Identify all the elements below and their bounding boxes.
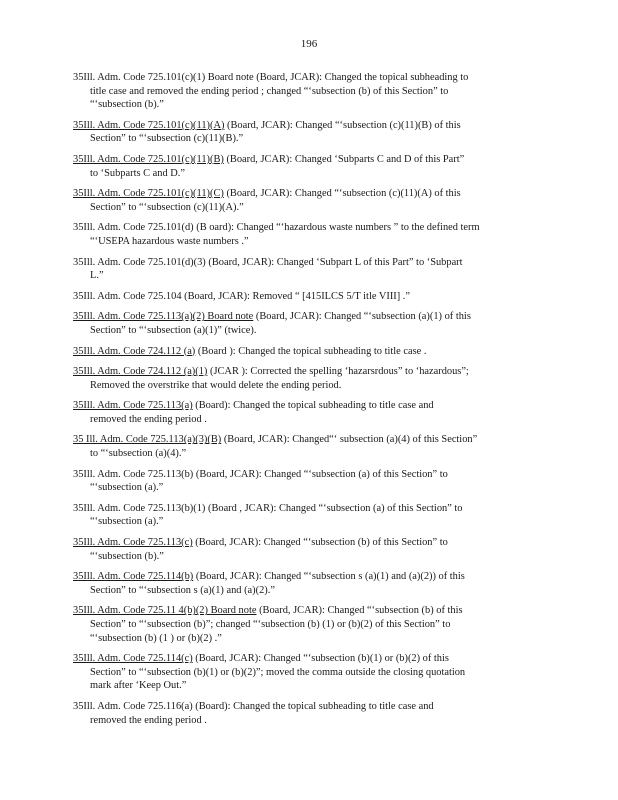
code-citation: 35Ill. Adm. Code 725.113(a)(2) Board note bbox=[73, 311, 254, 323]
entry-text: (Board , JCAR): Changed “‘subsection (a) of this Section” to bbox=[207, 502, 463, 514]
entry-continuation: Section” to “‘subsection (c)(11)(B).” bbox=[90, 133, 244, 145]
code-citation: 35Ill. Adm. Code 725.113(c) bbox=[73, 537, 193, 549]
amendment-entry bbox=[73, 399, 535, 426]
code-citation: 35Ill. Adm. Code 724.112 (a) bbox=[73, 345, 196, 357]
entry-first-line bbox=[73, 345, 535, 359]
entry-first-line bbox=[73, 71, 535, 85]
entry-continuation: Section” to “‘subsection (b)”; changed “‘subsection (b) (1) or (b)(2) of this Section” to bbox=[90, 619, 451, 630]
code-citation: 35 Ill. Adm. Code 725.113(a)(3)(B) bbox=[73, 434, 222, 446]
entry-continuation: “‘subsection (a).” bbox=[90, 482, 164, 494]
code-citation: 35Ill. Adm. Code 725.113(b) bbox=[73, 468, 194, 480]
entry-first-line bbox=[73, 468, 535, 482]
entry-first-line bbox=[73, 153, 535, 167]
entry-text: (Board, JCAR): Changed “‘subsection (c)(11)(B) of this bbox=[227, 119, 461, 131]
entry-text: (Board): Changed the topical subheading to title case and bbox=[195, 700, 434, 712]
entry-text: (Board, JCAR): Removed “ [415ILCS 5/T itle VIII] .” bbox=[184, 290, 411, 302]
entry-continuation: title case and removed the ending period ; changed “‘subsection (b) of this Section” to bbox=[90, 85, 449, 97]
amendment-entry bbox=[73, 256, 535, 283]
entry-continuation: to “‘subsection (a)(4).” bbox=[90, 448, 187, 460]
entry-continuation: to ‘Subparts C and D.” bbox=[90, 167, 185, 179]
page-number: 196 bbox=[300, 38, 318, 50]
code-citation: 35Ill. Adm. Code 725.101(d) bbox=[73, 222, 194, 234]
entry-continuation: “‘USEPA hazardous waste numbers .” bbox=[90, 235, 249, 247]
entry-first-line bbox=[73, 365, 535, 379]
entry-first-line bbox=[73, 570, 535, 584]
amendment-entry bbox=[73, 468, 535, 495]
entry-continuation: Section” to “‘subsection (a)(1)” (twice). bbox=[90, 324, 257, 336]
code-citation: 35Ill. Adm. Code 725.101(c)(11)(A) bbox=[73, 119, 225, 131]
amendment-entry bbox=[73, 345, 535, 359]
code-citation: 35Ill. Adm. Code 725.101(d)(3) bbox=[73, 256, 206, 268]
amendment-entry bbox=[73, 119, 535, 146]
amendment-entry bbox=[73, 536, 535, 563]
entry-first-line bbox=[73, 119, 535, 133]
entry-text: (Board, JCAR): Changed ‘Subpart L of this Part” to ‘Subpart bbox=[208, 256, 463, 268]
entry-first-line bbox=[73, 652, 535, 666]
amendment-entry bbox=[73, 221, 535, 248]
code-citation: 35Ill. Adm. Code 725.113(a) bbox=[73, 400, 193, 412]
code-citation: 35Ill. Adm. Code 725.114(c) bbox=[73, 653, 193, 665]
code-citation: 35Ill. Adm. Code 725.113(b)(1) bbox=[73, 502, 206, 514]
entry-text: (B oard): Changed “‘hazardous waste numbers ” to the defined term bbox=[196, 222, 480, 234]
amendment-entry bbox=[73, 570, 535, 597]
entry-first-line bbox=[73, 310, 535, 324]
entry-first-line bbox=[73, 399, 535, 413]
entry-continuation: Removed the overstrike that would delete the ending period. bbox=[90, 379, 342, 391]
entry-text: (Board, JCAR): Changed “‘subsection (b) of this Section” to bbox=[195, 537, 448, 549]
amendment-entry bbox=[73, 153, 535, 180]
entry-text: (Board, JCAR): Changed “‘subsection (c)(11)(A) of this bbox=[226, 188, 461, 200]
entry-continuation: Section” to “‘subsection s (a)(1) and (a)(2).” bbox=[90, 584, 275, 596]
entry-continuation: “‘subsection (b) (1 ) or (b)(2) .” bbox=[90, 632, 222, 644]
entry-continuation: L.” bbox=[90, 270, 104, 282]
amendment-entry bbox=[73, 433, 535, 460]
entry-continuation: “‘subsection (b).” bbox=[90, 550, 164, 562]
amendment-entry bbox=[73, 502, 535, 529]
amendment-entry bbox=[73, 187, 535, 214]
amendment-list bbox=[73, 71, 535, 734]
entry-continuation: Section” to “‘subsection (b)(1) or (b)(2)”; moved the comma outside the closing quotation bbox=[90, 666, 466, 678]
entry-text: (Board, JCAR): Changed “‘subsection (b) of this bbox=[259, 605, 463, 617]
code-citation: 35Ill. Adm. Code 725.114(b) bbox=[73, 571, 194, 583]
amendment-entry bbox=[73, 652, 535, 693]
entry-text: (Board, JCAR): Changed“‘ subsection (a)(4) of this Section” bbox=[223, 434, 478, 446]
entry-continuation: removed the ending period . bbox=[90, 714, 207, 726]
entry-text: (Board ): Changed the topical subheading to title case . bbox=[197, 345, 427, 357]
entry-text: (Board, JCAR): Changed ‘Subparts C and D of this Part” bbox=[226, 153, 465, 165]
entry-first-line bbox=[73, 536, 535, 550]
code-citation: 35Ill. Adm. Code 725.104 bbox=[73, 290, 182, 302]
entry-first-line bbox=[73, 502, 535, 516]
entry-first-line bbox=[73, 221, 535, 235]
code-citation: 35Ill. Adm. Code 725.101(c)(11)(C) bbox=[73, 188, 224, 200]
amendment-entry bbox=[73, 71, 535, 112]
amendment-entry bbox=[73, 700, 535, 727]
code-citation: 35Ill. Adm. Code 725.11 4(b)(2) Board note bbox=[73, 605, 257, 617]
entry-text: (Board, JCAR): Changed the topical subheading to bbox=[256, 72, 469, 83]
amendment-entry bbox=[73, 310, 535, 337]
entry-text: (Board, JCAR): Changed “‘subsection s (a)(1) and (a)(2)) of this bbox=[195, 571, 465, 583]
entry-continuation: Section” to “‘subsection (c)(11)(A).” bbox=[90, 201, 244, 213]
amendment-entry bbox=[73, 604, 535, 645]
entry-text: (JCAR ): Corrected the spelling ‘hazarsrdous” to ‘hazardous”; bbox=[210, 366, 469, 378]
entry-first-line bbox=[73, 604, 535, 618]
amendment-entry bbox=[73, 290, 535, 304]
code-citation: 35Ill. Adm. Code 724.112 (a)(1) bbox=[73, 366, 208, 378]
entry-first-line bbox=[73, 187, 535, 201]
entry-first-line bbox=[73, 433, 535, 447]
code-citation: 35Ill. Adm. Code 725.101(c)(11)(B) bbox=[73, 153, 224, 165]
code-citation: 35Ill. Adm. Code 725.101(c)(1) Board note bbox=[73, 72, 254, 83]
entry-first-line bbox=[73, 700, 535, 714]
entry-continuation: “‘subsection (a).” bbox=[90, 516, 164, 528]
entry-text: (Board, JCAR): Changed “‘subsection (a)(1) of this bbox=[255, 311, 471, 323]
entry-first-line bbox=[73, 290, 535, 304]
entry-text: (Board): Changed the topical subheading to title case and bbox=[195, 400, 434, 412]
entry-continuation: mark after ‘Keep Out.” bbox=[90, 680, 187, 692]
code-citation: 35Ill. Adm. Code 725.116(a) bbox=[73, 700, 193, 712]
entry-continuation: “‘subsection (b).” bbox=[90, 99, 164, 111]
entry-text: (Board, JCAR): Changed “‘subsection (b)(1) or (b)(2) of this bbox=[195, 653, 449, 665]
entry-continuation: removed the ending period . bbox=[90, 413, 207, 425]
amendment-entry bbox=[73, 365, 535, 392]
entry-first-line bbox=[73, 256, 535, 270]
entry-text: (Board, JCAR): Changed “‘subsection (a) of this Section” to bbox=[195, 468, 448, 480]
